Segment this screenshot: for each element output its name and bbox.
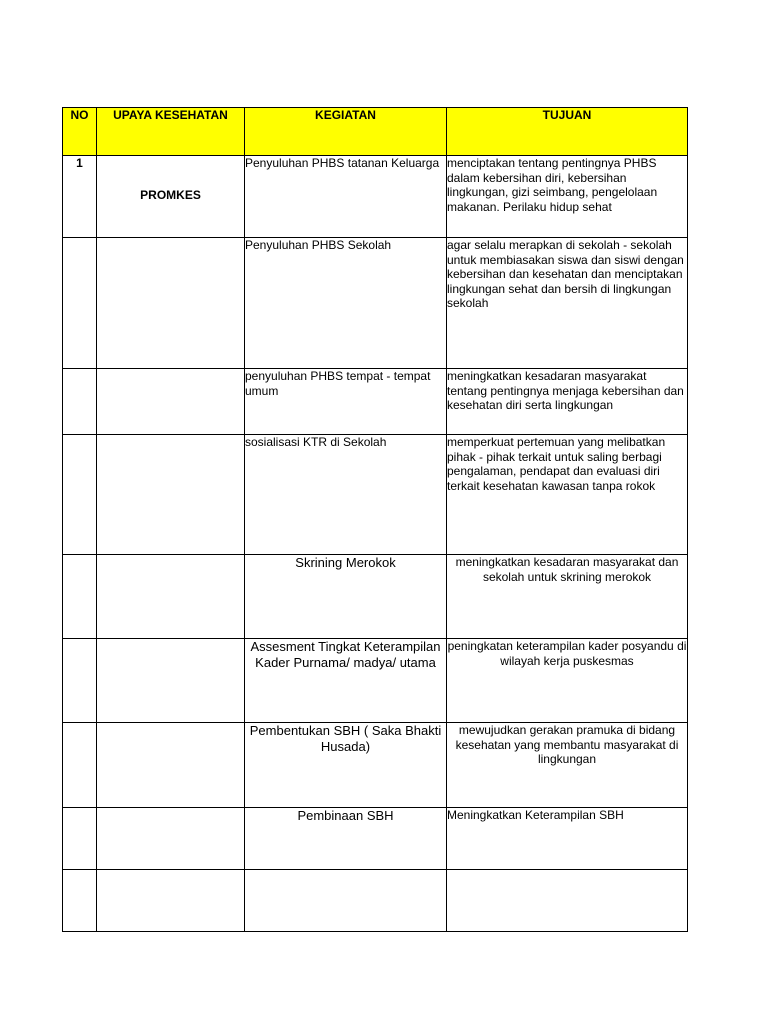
table-row <box>63 238 688 369</box>
cell-tujuan: agar selalu merapkan di sekolah - sekolah untuk membiasakan siswa dan siswi dengan kebersihan dan kesehatan dan menciptakan lingkungan sehat dan bersih di lingkungan sekolah <box>447 238 688 369</box>
cell-no: 1 <box>63 156 97 238</box>
cell-no <box>63 870 97 932</box>
cell-no <box>63 555 97 639</box>
cell-tujuan: meningkatkan kesadaran masyarakat dan sekolah untuk skrining merokok <box>447 555 688 639</box>
table-body <box>63 156 688 932</box>
table-row <box>63 639 688 723</box>
cell-upaya <box>97 369 245 435</box>
cell-kegiatan: Penyuluhan PHBS tatanan Keluarga <box>245 156 447 238</box>
header-row <box>63 108 688 156</box>
cell-upaya <box>97 723 245 808</box>
cell-upaya <box>97 555 245 639</box>
cell-tujuan <box>447 870 688 932</box>
cell-kegiatan: Penyuluhan PHBS Sekolah <box>245 238 447 369</box>
header-no: NO <box>63 108 97 156</box>
table-row <box>63 808 688 870</box>
cell-no <box>63 808 97 870</box>
cell-tujuan: memperkuat pertemuan yang melibatkan pihak - pihak terkait untuk saling berbagi pengalaman, pendapat dan evaluasi diri terkait kesehatan kawasan tanpa rokok <box>447 435 688 555</box>
table-row <box>63 435 688 555</box>
cell-kegiatan: Assesment Tingkat Keterampilan Kader Purnama/ madya/ utama <box>245 639 447 723</box>
cell-kegiatan: Skrining Merokok <box>245 555 447 639</box>
cell-tujuan: Meningkatkan Keterampilan SBH <box>447 808 688 870</box>
activity-table <box>62 107 688 932</box>
header-upaya-kesehatan: UPAYA KESEHATAN <box>97 108 245 156</box>
cell-no <box>63 238 97 369</box>
cell-upaya <box>97 870 245 932</box>
cell-kegiatan: penyuluhan PHBS tempat - tempat umum <box>245 369 447 435</box>
cell-no <box>63 639 97 723</box>
cell-upaya <box>97 639 245 723</box>
table-row <box>63 156 688 238</box>
upaya-label: PROMKES <box>140 188 201 202</box>
cell-upaya <box>97 156 245 238</box>
header-kegiatan: KEGIATAN <box>245 108 447 156</box>
cell-upaya <box>97 435 245 555</box>
table-header <box>63 108 688 156</box>
cell-upaya <box>97 238 245 369</box>
cell-kegiatan: sosialisasi KTR di Sekolah <box>245 435 447 555</box>
table-row <box>63 555 688 639</box>
cell-kegiatan: Pembinaan SBH <box>245 808 447 870</box>
cell-kegiatan <box>245 870 447 932</box>
table-row <box>63 870 688 932</box>
cell-upaya <box>97 808 245 870</box>
cell-no <box>63 723 97 808</box>
cell-tujuan: meningkatkan kesadaran masyarakat tentang pentingnya menjaga kebersihan dan kesehatan diri serta lingkungan <box>447 369 688 435</box>
table-row <box>63 369 688 435</box>
cell-no <box>63 435 97 555</box>
cell-tujuan: mewujudkan gerakan pramuka di bidang kesehatan yang membantu masyarakat di lingkungan <box>447 723 688 808</box>
header-tujuan: TUJUAN <box>447 108 688 156</box>
cell-tujuan: peningkatan keterampilan kader posyandu di wilayah kerja puskesmas <box>447 639 688 723</box>
cell-no <box>63 369 97 435</box>
cell-kegiatan: Pembentukan SBH ( Saka Bhakti Husada) <box>245 723 447 808</box>
table-row <box>63 723 688 808</box>
cell-tujuan: menciptakan tentang pentingnya PHBS dalam kebersihan diri, kebersihan lingkungan, gizi seimbang, pengelolaan makanan. Perilaku hidup sehat <box>447 156 688 238</box>
